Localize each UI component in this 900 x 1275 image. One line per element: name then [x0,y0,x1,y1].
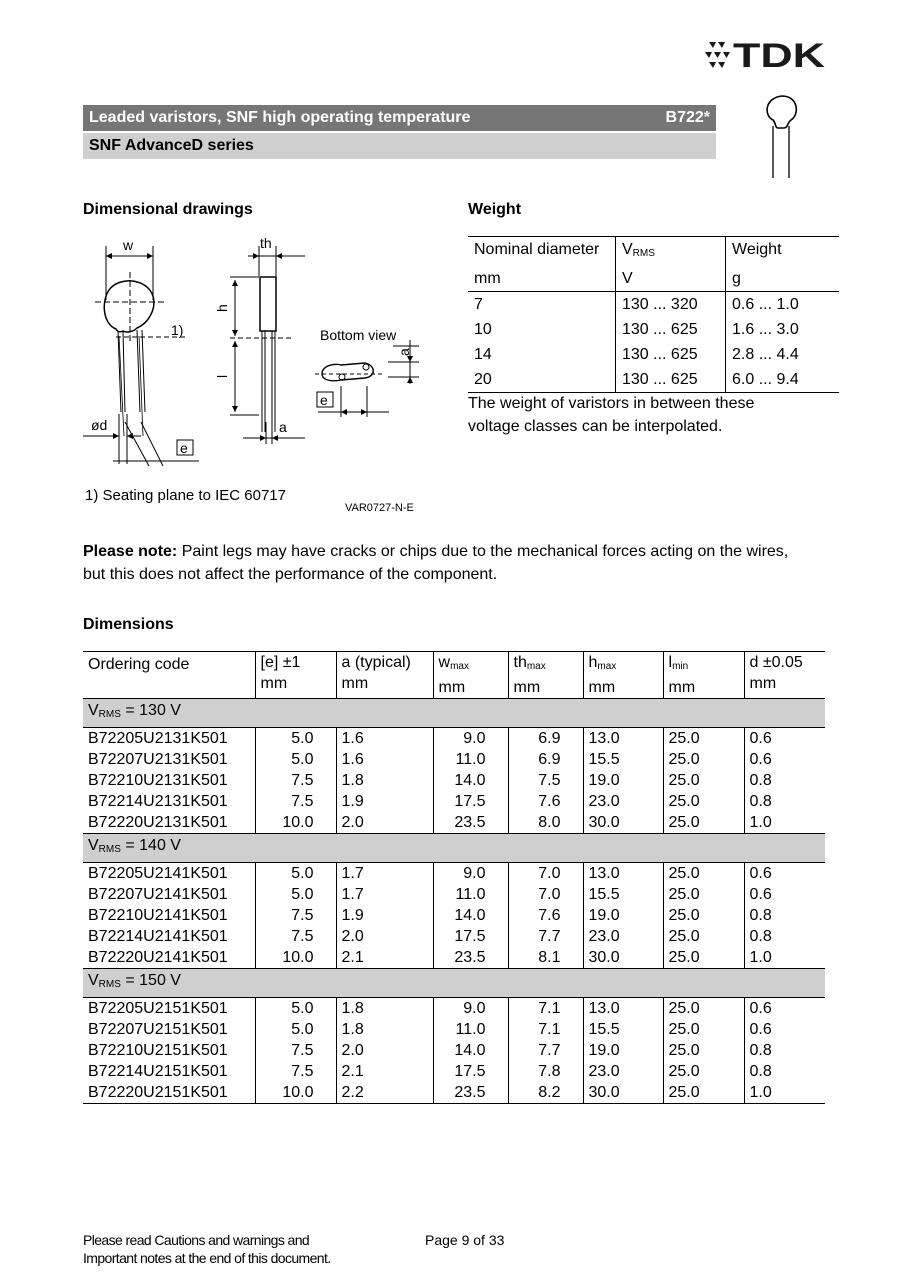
value-cell: 7.5 [255,1061,336,1082]
value-cell: 19.0 [583,905,663,926]
value-cell: 7.7 [508,926,583,947]
value-cell: 2.1 [336,947,433,969]
value-cell: 8.2 [508,1082,583,1104]
ordering-code-cell: B72210U2151K501 [88,1042,228,1059]
value-cell: 14.0 [433,905,508,926]
value-cell: 25.0 [663,884,744,905]
weight-heading: Weight [468,201,522,218]
ordering-code-cell: B72207U2151K501 [88,1021,228,1038]
weight-header-row-1 [468,237,839,267]
document-title-bar [83,105,716,131]
dimensions-table [83,651,825,1104]
value-cell: 13.0 [583,998,663,1020]
value-cell: 9.0 [433,728,508,750]
cell: 130 ... 320 [616,292,726,318]
value-cell: 8.1 [508,947,583,969]
value-cell: 7.0 [508,863,583,885]
value-cell: 13.0 [583,728,663,750]
value-cell: 30.0 [583,812,663,834]
value-cell: 7.5 [255,791,336,812]
cell: 2.8 ... 4.4 [732,346,799,363]
value-cell: 25.0 [663,770,744,791]
value-cell: 17.5 [433,791,508,812]
dimensions-body [83,699,825,1104]
value-cell: 2.2 [336,1082,433,1104]
dimensions-header-row [83,652,825,699]
table-row [83,812,825,834]
label-e-front: e [180,440,188,456]
value-cell: 0.6 [744,884,825,905]
cell: 130 ... 625 [616,367,726,393]
value-cell: 7.5 [255,926,336,947]
value-cell: 7.7 [508,1040,583,1061]
value-cell: 10.0 [255,947,336,969]
header-e: [e] ±1 mm [255,652,336,699]
table-row [468,292,839,318]
value-cell: 23.5 [433,947,508,969]
value-cell: 1.0 [744,1082,825,1104]
group-label: $V_{RMS} = 130$ V [83,699,825,728]
value-cell: 15.5 [583,1019,663,1040]
series-bar [83,133,716,159]
header-th: $th_{max}$ mm [508,652,583,699]
table-row [83,791,825,812]
please-note-text: Paint legs may have cracks or chips due to the mechanical forces acting on the wires, but this does not affect the performance of the component. [83,543,789,583]
value-cell: 1.6 [336,749,433,770]
value-cell: 25.0 [663,749,744,770]
ordering-code-cell: B72210U2141K501 [88,907,228,924]
value-cell: 25.0 [663,1061,744,1082]
value-cell: 6.9 [508,728,583,750]
series-title: SNF AdvanceD series [89,137,254,154]
value-cell: 25.0 [663,926,744,947]
value-cell: 25.0 [663,791,744,812]
table-row [83,905,825,926]
please-note-label: Please note: [83,543,178,560]
value-cell: 13.0 [583,863,663,885]
value-cell: 5.0 [255,728,336,750]
weight-unit-vrms: V [616,266,726,292]
label-e-bottom: e [320,392,328,408]
value-cell: 1.9 [336,905,433,926]
value-cell: 14.0 [433,770,508,791]
value-cell: 1.6 [336,728,433,750]
table-row [83,998,825,1020]
table-row [468,317,839,342]
cell: 130 ... 625 [616,342,726,367]
value-cell: 25.0 [663,1040,744,1061]
ordering-code-cell: B72214U2141K501 [88,928,228,945]
value-cell: 19.0 [583,770,663,791]
value-cell: 7.8 [508,1061,583,1082]
group-row [83,969,825,998]
value-cell: 1.0 [744,812,825,834]
value-cell: 25.0 [663,728,744,750]
tdk-logo [705,38,827,70]
table-row [83,1040,825,1061]
value-cell: 23.0 [583,926,663,947]
value-cell: 30.0 [583,947,663,969]
weight-header-diameter: Nominal diameter [468,237,616,267]
value-cell: 0.6 [744,749,825,770]
value-cell: 5.0 [255,863,336,885]
value-cell: 11.0 [433,1019,508,1040]
value-cell: 0.8 [744,905,825,926]
weight-note: The weight of varistors in between these voltage classes can be interpolated. [468,395,755,435]
value-cell: 25.0 [663,812,744,834]
cell: 130 ... 625 [616,317,726,342]
header-a: a (typical) mm [336,652,433,699]
ordering-code-cell: B72214U2151K501 [88,1063,228,1080]
value-cell: 5.0 [255,749,336,770]
value-cell: 25.0 [663,998,744,1020]
value-cell: 7.5 [255,770,336,791]
please-note [83,540,813,586]
value-cell: 0.8 [744,926,825,947]
table-row [83,1019,825,1040]
value-cell: 2.0 [336,812,433,834]
value-cell: 15.5 [583,884,663,905]
header-l: $l_{min}$ mm [663,652,744,699]
value-cell: 11.0 [433,884,508,905]
product-code: B722* [665,109,710,126]
value-cell: 0.6 [744,1019,825,1040]
value-cell: 23.0 [583,1061,663,1082]
label-one: 1) [171,322,184,338]
value-cell: 0.8 [744,1040,825,1061]
value-cell: 14.0 [433,1040,508,1061]
drawing-ref: VAR0727-N-E [345,502,414,514]
value-cell: 19.0 [583,1040,663,1061]
value-cell: 7.1 [508,1019,583,1040]
value-cell: 17.5 [433,1061,508,1082]
logo-text: TDK [733,38,826,70]
weight-header-vrms: $V_{RMS}$ [616,237,726,267]
header-w: $w_{max}$ mm [433,652,508,699]
header-ordering-code: Ordering code [83,652,255,699]
value-cell: 1.8 [336,998,433,1020]
header-d: d ±0.05 mm [744,652,825,699]
label-a-bottom: a [396,348,412,356]
value-cell: 2.1 [336,1061,433,1082]
weight-table [468,236,839,393]
weight-header-weight: Weight [726,237,840,267]
table-row [83,770,825,791]
cell: 14 [468,342,616,367]
value-cell: 7.1 [508,998,583,1020]
value-cell: 10.0 [255,812,336,834]
value-cell: 11.0 [433,749,508,770]
value-cell: 9.0 [433,863,508,885]
value-cell: 5.0 [255,998,336,1020]
value-cell: 25.0 [663,1019,744,1040]
value-cell: 7.0 [508,884,583,905]
varistor-image [760,90,806,180]
dimensions-heading: Dimensions [83,616,174,633]
value-cell: 7.5 [508,770,583,791]
table-row [468,367,839,393]
ordering-code-cell: B72205U2131K501 [88,730,228,747]
cell: 6.0 ... 9.4 [726,367,840,393]
page-number: Page 9 of 33 [425,1232,505,1248]
label-h: h [214,304,230,312]
value-cell: 6.9 [508,749,583,770]
value-cell: 7.6 [508,905,583,926]
value-cell: 1.7 [336,884,433,905]
label-th: th [260,235,272,251]
value-cell: 9.0 [433,998,508,1020]
ordering-code-cell: B72220U2141K501 [88,949,228,966]
footer-line-1: Please read Cautions and warnings and [83,1232,310,1248]
value-cell: 7.5 [255,905,336,926]
ordering-code-cell: B72207U2141K501 [88,886,228,903]
header-h: $h_{max}$ mm [583,652,663,699]
footer-line-2: Important notes at the end of this document. [83,1250,331,1266]
value-cell: 17.5 [433,926,508,947]
value-cell: 0.6 [744,863,825,885]
table-row [83,1082,825,1104]
value-cell: 7.5 [255,1040,336,1061]
group-label: $V_{RMS} = 140$ V [83,834,825,863]
ordering-code-cell: B72205U2141K501 [88,865,228,882]
value-cell: 5.0 [255,884,336,905]
value-cell: 0.8 [744,1061,825,1082]
label-a-side: a [279,419,287,435]
ordering-code-cell: B72205U2151K501 [88,1000,228,1017]
value-cell: 2.0 [336,926,433,947]
weight-unit-weight: g [726,266,840,292]
label-w: w [123,237,134,253]
value-cell: 23.0 [583,791,663,812]
value-cell: 10.0 [255,1082,336,1104]
value-cell: 23.5 [433,1082,508,1104]
value-cell: 1.9 [336,791,433,812]
label-bottom-view: Bottom view [320,327,397,343]
dimensional-drawing [83,232,433,522]
value-cell: 7.6 [508,791,583,812]
value-cell: 30.0 [583,1082,663,1104]
ordering-code-cell: B72220U2131K501 [88,814,228,831]
table-row [83,1061,825,1082]
ordering-code-cell: B72220U2151K501 [83,1082,255,1104]
table-row [83,884,825,905]
footer-cautions [83,1231,331,1267]
value-cell: 25.0 [663,863,744,885]
group-label: $V_{RMS} = 150$ V [83,969,825,998]
value-cell: 25.0 [663,1082,744,1104]
group-row [83,834,825,863]
document-title: Leaded varistors, SNF high operating temperature [89,109,471,126]
ordering-code-cell: B72210U2131K501 [88,772,228,789]
table-row [83,749,825,770]
weight-unit-diameter: mm [468,266,616,292]
group-row [83,699,825,728]
label-d: ød [91,417,108,433]
value-cell: 1.8 [336,770,433,791]
value-cell: 1.8 [336,1019,433,1040]
table-row [83,863,825,885]
value-cell: 0.6 [744,998,825,1020]
value-cell: 25.0 [663,947,744,969]
value-cell: 25.0 [663,905,744,926]
weight-header-row-2 [468,266,839,292]
cell: 0.6 ... 1.0 [732,296,799,313]
value-cell: 0.6 [744,728,825,750]
value-cell: 8.0 [508,812,583,834]
value-cell: 0.8 [744,791,825,812]
value-cell: 15.5 [583,749,663,770]
label-l: l [214,374,230,378]
cell: 7 [468,292,616,318]
dimensional-drawings-heading: Dimensional drawings [83,201,253,218]
value-cell: 0.8 [744,770,825,791]
cell: 1.6 ... 3.0 [732,321,799,338]
table-row [83,947,825,969]
value-cell: 2.0 [336,1040,433,1061]
table-row [83,926,825,947]
drawing-footnote: 1) Seating plane to IEC 60717 [85,487,286,504]
value-cell: 1.7 [336,863,433,885]
value-cell: 1.0 [744,947,825,969]
value-cell: 5.0 [255,1019,336,1040]
table-row [83,728,825,750]
ordering-code-cell: B72207U2131K501 [88,751,228,768]
cell: 10 [468,317,616,342]
cell: 20 [468,367,616,393]
ordering-code-cell: B72214U2131K501 [88,793,228,810]
value-cell: 23.5 [433,812,508,834]
table-row [468,342,839,367]
